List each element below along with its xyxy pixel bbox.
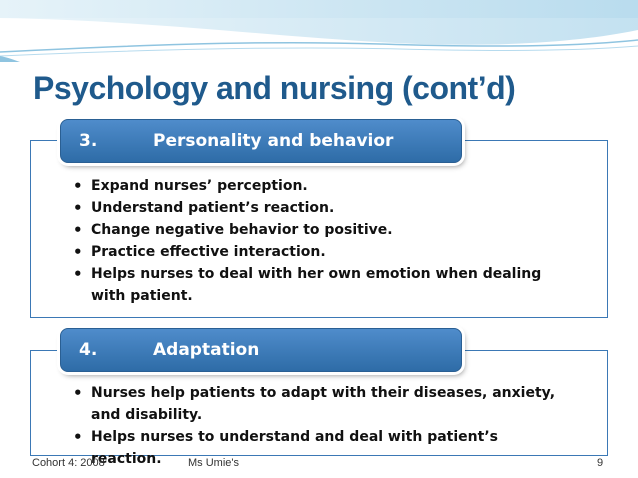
section-4-header-bar: [60, 328, 462, 372]
bullet-item: • Helps nurses to understand and deal with patient’s reaction.: [73, 426, 573, 470]
section-4-bullet-list: [73, 382, 573, 470]
section-3-heading: Personality and behavior: [153, 131, 394, 151]
header-wave-decoration: [0, 0, 638, 62]
bullet-item: • Nurses help patients to adapt with their diseases, anxiety, and disability.: [73, 382, 573, 426]
footer-author: Ms Umie's: [188, 457, 239, 469]
section-4-number: 4.: [79, 340, 98, 360]
section-4-heading: Adaptation: [153, 340, 260, 360]
section-3-bullet-list: [73, 175, 573, 307]
bullet-item: • Expand nurses’ perception.: [73, 175, 573, 197]
bullet-item: • Understand patient’s reaction.: [73, 197, 573, 219]
footer-cohort: Cohort 4: 2008: [32, 457, 105, 469]
bullet-item: • Practice effective interaction.: [73, 241, 573, 263]
bullet-item: • Helps nurses to deal with her own emotion when dealing with patient.: [73, 263, 573, 307]
bullet-item: • Change negative behavior to positive.: [73, 219, 573, 241]
section-3-header-bar: [60, 119, 462, 163]
section-3-number: 3.: [79, 131, 98, 151]
footer-page-number: 9: [597, 457, 604, 469]
slide-title: Psychology and nursing (cont’d): [33, 70, 516, 106]
